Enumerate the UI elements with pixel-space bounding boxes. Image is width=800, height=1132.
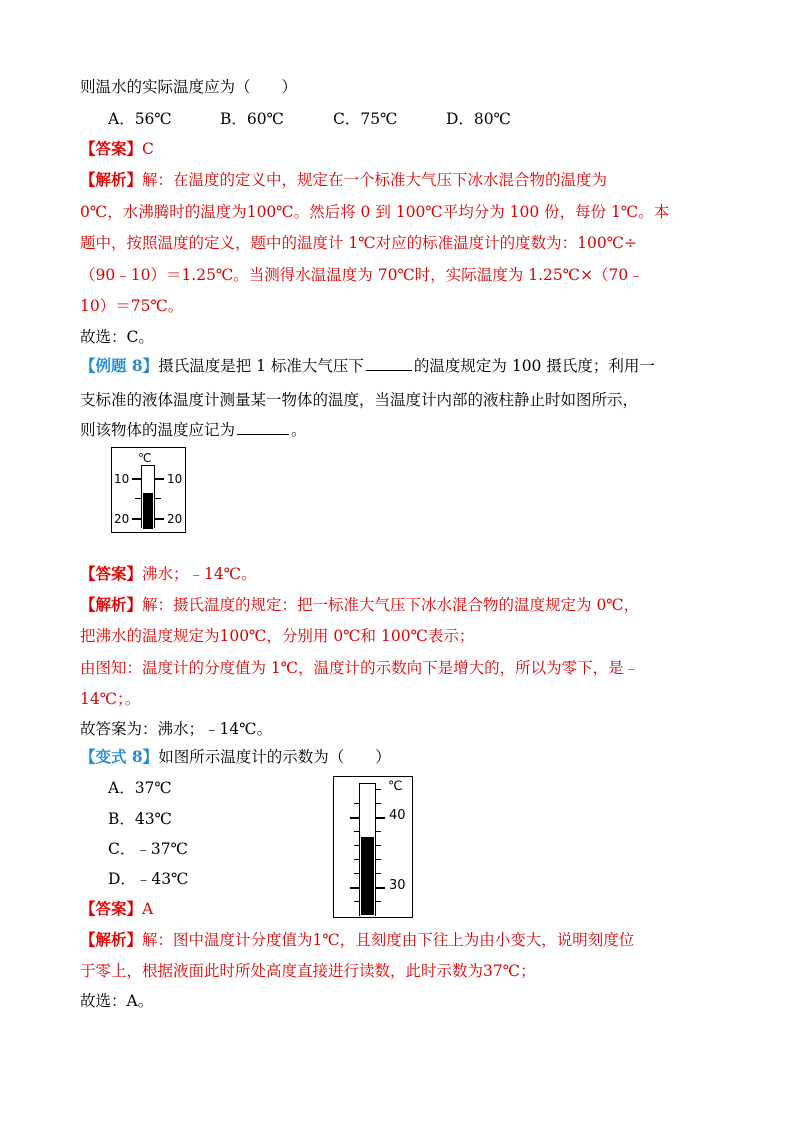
analysis-line-3: 由图知：温度计的分度值为 1℃，温度计的示数向下是增大的，所以为零下，是﹣ xyxy=(80,659,640,677)
scale-tick xyxy=(354,845,360,846)
answer-line xyxy=(80,899,153,919)
option-c: C．﹣37℃ xyxy=(108,840,188,858)
answer-value: A xyxy=(142,900,154,918)
option-a: A．37℃ xyxy=(108,779,172,797)
unit-label: ℃ xyxy=(388,779,403,794)
scale-tick xyxy=(354,873,360,874)
scale-tick xyxy=(354,831,360,832)
analysis-text: 解：摄氏温度的规定：把一标准大气压下冰水混合物的温度规定为 0℃， xyxy=(142,596,640,614)
example-text-c: 则该物体的温度应记为 xyxy=(80,421,236,439)
answer-value: C xyxy=(142,140,154,158)
analysis-text: 解：图中温度计分度值为1℃，且刻度由下往上为由小变大，说明刻度位 xyxy=(142,931,635,949)
example-line-3 xyxy=(80,420,307,440)
analysis-line-4: （90﹣10）＝1.25℃。当测得水温温度为 70℃时，实际温度为 1.25℃×（70﹣ xyxy=(80,266,644,284)
scale-tick xyxy=(375,817,385,819)
analysis-tag: 【解析】 xyxy=(80,595,143,614)
scale-tick xyxy=(135,498,142,499)
unit-label: ℃ xyxy=(138,451,152,465)
analysis-line-2: 把沸水的温度规定为100℃，分别用 0℃和 100℃表示； xyxy=(80,627,475,645)
answer-tag: 【答案】 xyxy=(80,899,143,918)
option-b: B．43℃ xyxy=(108,810,172,828)
answer-line xyxy=(80,139,154,159)
analysis-text: 解：在温度的定义中，规定在一个标准大气压下冰水混合物的温度为 xyxy=(142,171,608,189)
example-line-2: 支标准的液体温度计测量某一物体的温度，当温度计内部的液柱静止时如图所示， xyxy=(80,391,639,409)
scale-tick xyxy=(350,887,360,889)
conclusion-line: 故答案为：沸水；﹣14℃。 xyxy=(80,720,273,738)
analysis-line-4: 14℃；。 xyxy=(80,690,141,708)
example-tag: 【例题 8】 xyxy=(80,356,159,375)
scale-tick xyxy=(354,803,360,804)
option-d: D．﹣43℃ xyxy=(108,870,189,888)
answer-tag: 【答案】 xyxy=(80,139,143,158)
scale-label: 20 xyxy=(114,512,130,526)
example-text-a: 摄氏温度是把 1 标准大气压下 xyxy=(158,357,364,375)
scale-label: 10 xyxy=(114,472,130,486)
scale-tick xyxy=(132,478,142,480)
option-c: C．75℃ xyxy=(333,110,398,128)
answer-value: 沸水；﹣14℃。 xyxy=(142,565,257,583)
scale-tick xyxy=(375,859,381,860)
answer-blank xyxy=(237,420,289,435)
analysis-tag: 【解析】 xyxy=(80,930,143,949)
option-a: A．56℃ xyxy=(108,110,172,128)
scale-tick xyxy=(375,803,381,804)
scale-label: 10 xyxy=(167,472,183,486)
example-line-1 xyxy=(80,356,655,376)
scale-tick xyxy=(154,498,161,499)
variant-text: 如图所示温度计的示数为（ ） xyxy=(158,748,391,766)
choose-line: 故选：A。 xyxy=(80,992,154,1010)
question-stem-tail: 则温水的实际温度应为（ ） xyxy=(80,78,298,96)
analysis-line-1 xyxy=(80,930,634,950)
analysis-tag: 【解析】 xyxy=(80,170,143,189)
choose-line: 故选：C。 xyxy=(80,328,154,346)
example-text-d: 。 xyxy=(291,421,307,439)
scale-tick xyxy=(154,478,164,480)
analysis-line-2: 于零上，根据液面此时所处高度直接进行读数，此时示数为37℃； xyxy=(80,962,536,980)
scale-label: 30 xyxy=(389,878,406,893)
variant-stem xyxy=(80,747,391,767)
liquid-column xyxy=(143,493,153,529)
answer-line xyxy=(80,564,257,584)
analysis-line-1 xyxy=(80,170,607,190)
scale-tick xyxy=(375,887,385,889)
analysis-line-3: 题中，按照温度的定义，题中的温度计 1℃对应的标准温度计的度数为：100℃÷ xyxy=(80,234,638,252)
scale-tick xyxy=(375,789,381,790)
liquid-column xyxy=(361,837,374,915)
scale-tick xyxy=(354,901,360,902)
scale-tick xyxy=(350,817,360,819)
scale-tick xyxy=(375,901,381,902)
scale-label: 20 xyxy=(167,512,183,526)
scale-label: 40 xyxy=(389,808,406,823)
answer-tag: 【答案】 xyxy=(80,564,143,583)
scale-tick xyxy=(375,873,381,874)
thermometer-figure xyxy=(111,447,186,533)
analysis-line-2: 0℃，水沸腾时的温度为100℃。然后将 0 到 100℃平均分为 100 份，每份 1℃。本 xyxy=(80,203,670,221)
scale-tick xyxy=(132,518,142,520)
thermometer-figure xyxy=(333,776,413,918)
option-b: B．60℃ xyxy=(220,110,284,128)
scale-tick xyxy=(375,845,381,846)
scale-tick xyxy=(354,859,360,860)
analysis-line-1 xyxy=(80,595,639,615)
scale-tick xyxy=(375,831,381,832)
scale-tick xyxy=(154,518,164,520)
answer-blank xyxy=(366,356,412,371)
analysis-line-5: 10）＝75℃。 xyxy=(80,297,184,315)
variant-tag: 【变式 8】 xyxy=(80,747,159,766)
example-text-b: 的温度规定为 100 摄氏度；利用一 xyxy=(413,357,655,375)
option-d: D．80℃ xyxy=(446,110,511,128)
